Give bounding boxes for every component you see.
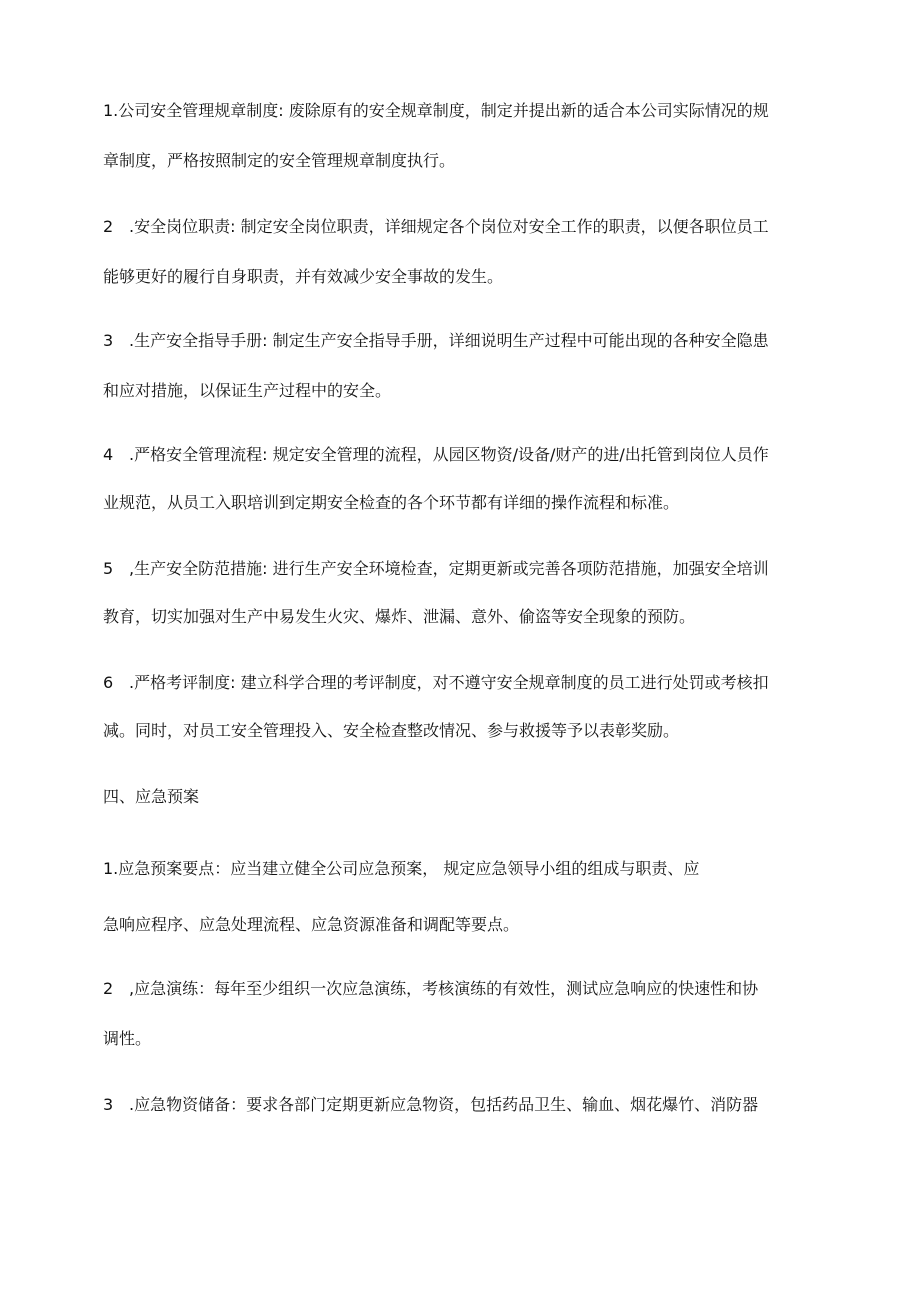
item-5-line-2: 教育，切实加强对生产中易发生火灾、爆炸、泄漏、意外、偷盗等安全现象的预防。 [103, 607, 696, 626]
item-6-line-1 [103, 672, 769, 694]
item-1-line-1: 1.公司安全管理规章制度: 废除原有的安全规章制度，制定并提出新的适合本公司实际情况的规 [103, 101, 769, 120]
item-1-line-2: 章制度，严格按照制定的安全管理规章制度执行。 [103, 151, 456, 170]
item-text: .应急物资储备：要求各部门定期更新应急物资，包括药品卫生、输血、烟花爆竹、消防器 [129, 1095, 759, 1114]
item-number: 3 [103, 1095, 114, 1114]
plan-item-2-line-1 [103, 978, 758, 1000]
plan-item-1-line-1: 1.应急预案要点：应当建立健全公司应急预案， 规定应急领导小组的组成与职责、应 [103, 859, 700, 878]
item-text: .安全岗位职责: 制定安全岗位职责，详细规定各个岗位对安全工作的职责，以便各职位员工 [129, 217, 769, 236]
item-number: 3 [103, 331, 114, 350]
plan-item-1-line-2: 急响应程序、应急处理流程、应急资源准备和调配等要点。 [103, 915, 520, 934]
item-3-line-1 [103, 330, 769, 352]
item-number: 4 [103, 445, 114, 464]
plan-item-2-line-2: 调性。 [103, 1029, 152, 1048]
item-5-line-1 [103, 558, 769, 580]
item-text: ,生产安全防范措施: 进行生产安全环境检查，定期更新或完善各项防范措施，加强安全培训 [129, 559, 769, 578]
item-6-line-2: 减。同时，对员工安全管理投入、安全检查整改情况、参与救援等予以表彰奖励。 [103, 721, 680, 740]
item-3-line-2: 和应对措施，以保证生产过程中的安全。 [103, 381, 392, 400]
item-text: .严格考评制度: 建立科学合理的考评制度，对不遵守安全规章制度的员工进行处罚或考核扣 [129, 673, 769, 692]
item-text: .严格安全管理流程: 规定安全管理的流程，从园区物资/设备/财产的进/出托管到岗位人员作 [129, 445, 769, 464]
item-4-line-1 [103, 444, 769, 466]
item-4-line-2: 业规范，从员工入职培训到定期安全检查的各个环节都有详细的操作流程和标准。 [103, 493, 680, 512]
item-number: 2 [103, 979, 114, 998]
item-number: 2 [103, 217, 114, 236]
section-heading: 四、应急预案 [103, 787, 200, 806]
item-2-line-2: 能够更好的履行自身职责，并有效减少安全事故的发生。 [103, 267, 504, 286]
item-text: .生产安全指导手册: 制定生产安全指导手册，详细说明生产过程中可能出现的各种安全隐患 [129, 331, 769, 350]
item-number: 6 [103, 673, 114, 692]
plan-item-3-line-1 [103, 1094, 758, 1116]
item-2-line-1 [103, 216, 769, 238]
item-number: 5 [103, 559, 114, 578]
item-text: ,应急演练：每年至少组织一次应急演练，考核演练的有效性，测试应急响应的快速性和协 [129, 979, 759, 998]
